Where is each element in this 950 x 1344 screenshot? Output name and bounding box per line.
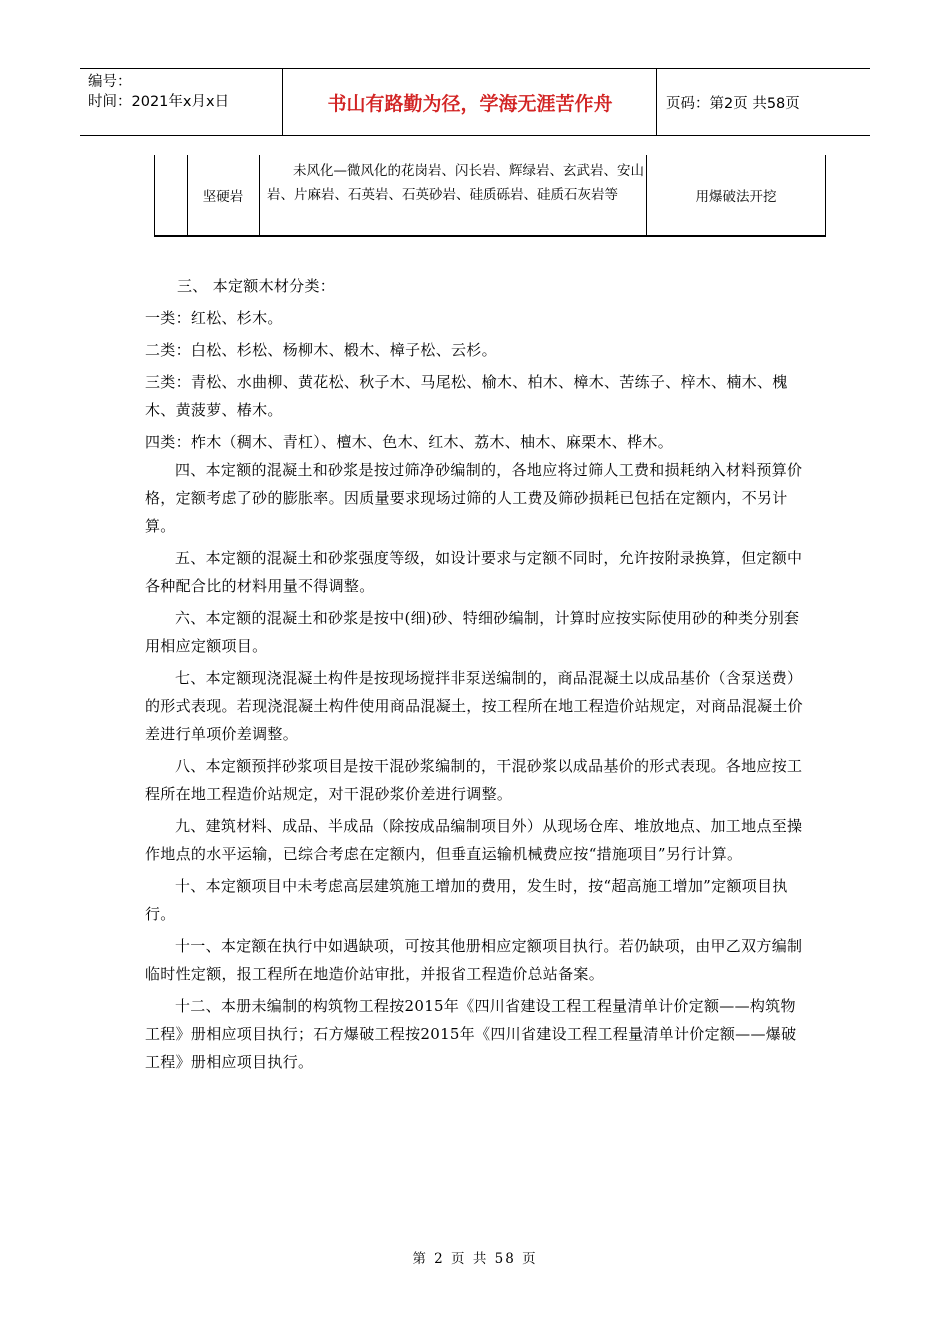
table-divider: [259, 155, 260, 235]
page-footer: 第 2 页 共 58 页: [412, 1251, 538, 1267]
header-meta: [88, 72, 229, 112]
document-body: [145, 272, 810, 1076]
rock-classification-table: [154, 155, 826, 237]
page-header: [80, 68, 870, 136]
header-divider-right: [656, 68, 657, 136]
paragraph: 八、本定额预拌砂浆项目是按干混砂浆编制的，干混砂浆以成品基价的形式表现。各地应按工程所在地工程造价站规定，对干混砂浆价差进行调整。: [145, 757, 803, 803]
table-cell-method: 用爆破法开挖: [695, 189, 777, 205]
paragraph: 二类：白松、杉松、杨柳木、椴木、樟子松、云杉。: [145, 341, 497, 359]
paragraph: 一类：红松、杉木。: [145, 309, 283, 327]
header-page-info: 页码：第2页 共58页: [666, 95, 800, 112]
paragraph: 五、本定额的混凝土和砂浆强度等级，如设计要求与定额不同时，允许按附录换算，但定额中各种配合比的材料用量不得调整。: [145, 549, 803, 595]
table-cell-category: 坚硬岩: [202, 189, 244, 205]
paragraph: 十、本定额项目中未考虑高层建筑施工增加的费用，发生时，按“超高施工增加”定额项目执行。: [145, 877, 788, 923]
paragraph: 九、建筑材料、成品、半成品（除按成品编制项目外）从现场仓库、堆放地点、加工地点至操作地点的水平运输，已综合考虑在定额内，但垂直运输机械费应按“措施项目”另行计算。: [145, 817, 803, 863]
header-divider-left: [282, 68, 283, 136]
paragraph: 十一、本定额在执行中如遇缺项，可按其他册相应定额项目执行。若仍缺项，由甲乙双方编制临时性定额，报工程所在地造价站审批，并报省工程造价总站备案。: [145, 937, 803, 983]
date-label: 时间：2021年x月x日: [88, 94, 230, 110]
paragraph: 三类：青松、水曲柳、黄花松、秋子木、马尾松、榆木、柏木、樟木、苦练子、梓木、楠木、槐木、黄菠萝、椿木。: [145, 373, 788, 419]
paragraph: 四类：柞木（稠木、青杠）、檀木、色木、红木、荔木、柚木、麻栗木、桦木。: [145, 433, 674, 451]
header-motto: 书山有路勤为径，学海无涯苦作舟: [327, 92, 613, 115]
paragraph: 十二、本册未编制的构筑物工程按2015年《四川省建设工程工程量清单计价定额——构筑物工程》册相应项目执行；石方爆破工程按2015年《四川省建设工程工程量清单计价定额——爆破工程》册相应项目执行。: [145, 997, 797, 1071]
paragraph: 六、本定额的混凝土和砂浆是按中(细)砂、特细砂编制，计算时应按实际使用砂的种类分别套用相应定额项目。: [145, 609, 800, 655]
table-cell-rock-types: 未风化—微风化的花岗岩、闪长岩、辉绿岩、玄武岩、安山岩、片麻岩、石英岩、石英砂岩、硅质砾岩、硅质石灰岩等: [267, 163, 644, 203]
paragraph: 四、本定额的混凝土和砂浆是按过筛净砂编制的，各地应将过筛人工费和损耗纳入材料预算价格，定额考虑了砂的膨胀率。因质量要求现场过筛的人工费及筛砂损耗已包括在定额内，不另计算。: [145, 461, 803, 535]
paragraph: 七、本定额现浇混凝土构件是按现场搅拌非泵送编制的，商品混凝土以成品基价（含泵送费）的形式表现。若现浇混凝土构件使用商品混凝土，按工程所在地工程造价站规定，对商品混凝土价差进行单项价差调整。: [145, 669, 803, 743]
serial-label: 编号：: [88, 74, 132, 90]
paragraph: 三、 本定额木材分类：: [177, 277, 336, 295]
